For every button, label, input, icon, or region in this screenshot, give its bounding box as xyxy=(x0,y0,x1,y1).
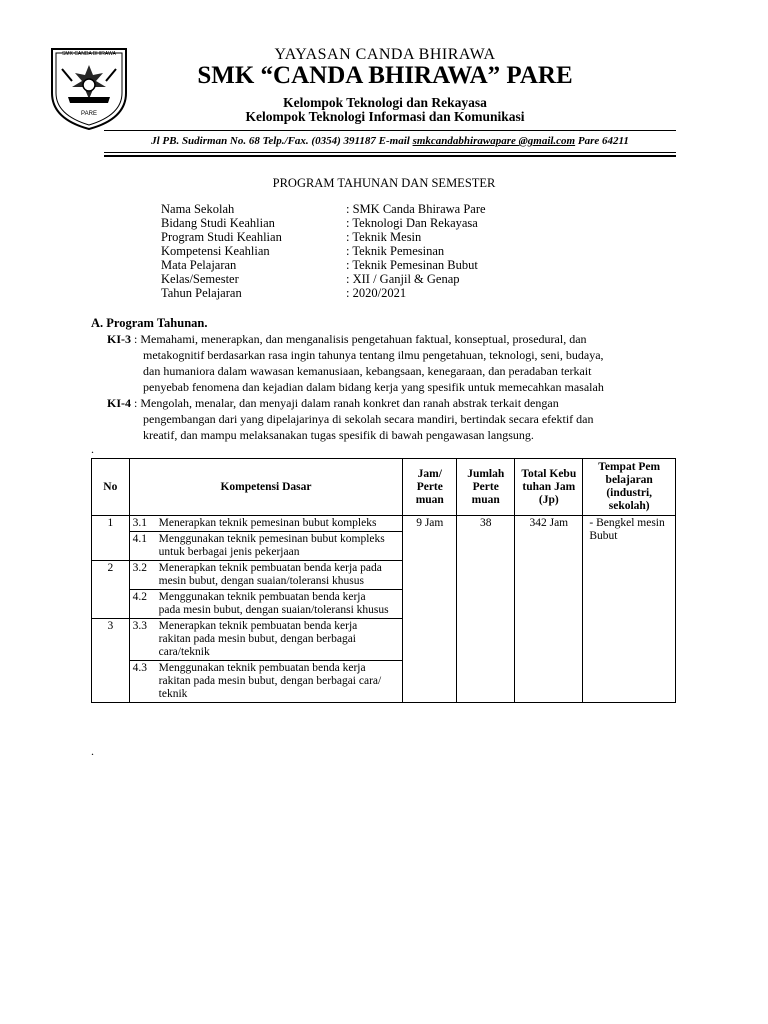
info-label: Tahun Pelajaran xyxy=(161,286,242,300)
col-header-kd: Kompetensi Dasar xyxy=(129,459,403,516)
logo-text-top: SMK CANDA BHIRAWA xyxy=(62,51,116,57)
ki3-line: : Memahami, menerapkan, dan menganalisis pengetahuan faktual, konseptual, prosedural, dan xyxy=(134,332,587,346)
section-a-heading: A. Program Tahunan. xyxy=(91,316,208,330)
ki4-line: : Mengolah, menalar, dan menyaji dalam ranah konkret dan ranah abstrak terkait dengan xyxy=(134,396,559,410)
kd-cell xyxy=(129,590,403,619)
ki3-line: penyebab fenomena dan kejadian dalam bidang kerja yang spesifik untuk memecahkan masalah xyxy=(143,380,604,394)
header-rule-bottom xyxy=(104,155,676,157)
kd-text: Menerapkan teknik pemesinan bubut kompleks xyxy=(158,517,377,529)
ki3-line: metakognitif berdasarkan rasa ingin tahunya tentang ilmu pengetahuan, teknologi, seni, budaya, xyxy=(143,348,604,362)
col-header-jam: Jam/ Perte muan xyxy=(403,459,457,516)
kd-code: 4.3 xyxy=(132,662,148,674)
kd-code: 3.1 xyxy=(132,517,148,529)
separator-dot: . xyxy=(91,442,94,456)
kd-cell xyxy=(129,532,403,561)
total-cell: 342 Jam xyxy=(515,516,583,703)
info-value: : XII / Ganjil & Genap xyxy=(346,272,460,286)
kd-code: 3.3 xyxy=(132,620,148,632)
info-value: : Teknik Pemesinan Bubut xyxy=(346,258,478,272)
col-header-jumlah: Jumlah Perte muan xyxy=(457,459,515,516)
tempat-cell: - Bengkel mesin Bubut xyxy=(583,516,676,703)
col-header-total: Total Kebu tuhan Jam (Jp) xyxy=(515,459,583,516)
kd-text: Menggunakan teknik pemesinan bubut kompleks untuk berbagai jenis pekerjaan xyxy=(158,533,385,558)
table-row xyxy=(92,516,676,532)
foundation-name: YAYASAN CANDA BHIRAWA xyxy=(274,46,496,63)
row-no: 1 xyxy=(92,516,130,561)
address-text: Jl PB. Sudirman No. 68 Telp./Fax. (0354) 391187 E-mail xyxy=(151,135,413,147)
info-value: : 2020/2021 xyxy=(346,286,407,300)
col-header-no: No xyxy=(92,459,130,516)
kd-cell xyxy=(129,516,403,532)
info-label: Kelas/Semester xyxy=(161,272,239,286)
group-2: Kelompok Teknologi Informasi dan Komunikasi xyxy=(245,109,525,124)
col-header-tempat: Tempat Pem belajaran (industri, sekolah) xyxy=(583,459,676,516)
ki4-line: pengembangan dari yang dipelajarinya di sekolah secara mandiri, bertindak secara efektif dan xyxy=(143,412,594,426)
email-link[interactable]: smkcandabhirawapare @gmail.com xyxy=(412,135,576,147)
kd-cell xyxy=(129,619,403,661)
address-postcode: Pare 64211 xyxy=(575,135,629,147)
school-logo xyxy=(48,45,130,131)
kd-cell xyxy=(129,561,403,590)
kd-text: Menggunakan teknik pembuatan benda kerja pada mesin bubut, dengan suaian/toleransi khusus xyxy=(158,591,389,616)
kd-text: Menerapkan teknik pembuatan benda kerja pada mesin bubut, dengan suaian/toleransi khusus xyxy=(158,562,382,587)
kd-code: 4.1 xyxy=(132,533,148,545)
kd-table xyxy=(91,458,676,703)
info-label: Nama Sekolah xyxy=(161,202,235,216)
row-no: 2 xyxy=(92,561,130,619)
jumlah-cell: 38 xyxy=(457,516,515,703)
kd-cell xyxy=(129,661,403,703)
kd-code: 4.2 xyxy=(132,591,148,603)
info-label: Mata Pelajaran xyxy=(161,258,237,272)
info-value: : Teknik Pemesinan xyxy=(346,244,445,258)
kd-text: Menggunakan teknik pembuatan benda kerja rakitan pada mesin bubut, dengan berbagai cara/ teknik xyxy=(158,662,382,700)
ki3-line: dan humaniora dalam wawasan kemanusiaan, kebangsaan, kenegaraan, dan peradaban terkait xyxy=(143,364,592,378)
info-value: : SMK Canda Bhirawa Pare xyxy=(346,202,486,216)
logo-text-bottom: PARE xyxy=(81,111,97,117)
jam-cell: 9 Jam xyxy=(403,516,457,703)
address-line xyxy=(104,135,676,147)
row-no: 3 xyxy=(92,619,130,703)
info-value: : Teknologi Dan Rekayasa xyxy=(346,216,478,230)
ki3-code: KI-3 xyxy=(107,332,131,346)
info-label: Kompetensi Keahlian xyxy=(161,244,270,258)
info-value: : Teknik Mesin xyxy=(346,230,422,244)
ki4-line: kreatif, dan mampu melaksanakan tugas spesifik di bawah pengawasan langsung. xyxy=(143,428,534,442)
header-rule-top xyxy=(104,130,676,131)
school-name: SMK “CANDA BHIRAWA” PARE xyxy=(197,62,573,89)
document-title: PROGRAM TAHUNAN DAN SEMESTER xyxy=(272,176,496,190)
info-label: Program Studi Keahlian xyxy=(161,230,282,244)
info-label: Bidang Studi Keahlian xyxy=(161,216,275,230)
kd-code: 3.2 xyxy=(132,562,148,574)
ki4-code: KI-4 xyxy=(107,396,131,410)
group-1: Kelompok Teknologi dan Rekayasa xyxy=(283,95,487,110)
separator-dot: . xyxy=(91,744,94,758)
kd-text: Menerapkan teknik pembuatan benda kerja rakitan pada mesin bubut, dengan berbagai cara/teknik xyxy=(158,620,358,658)
header-rule-mid xyxy=(104,152,676,153)
